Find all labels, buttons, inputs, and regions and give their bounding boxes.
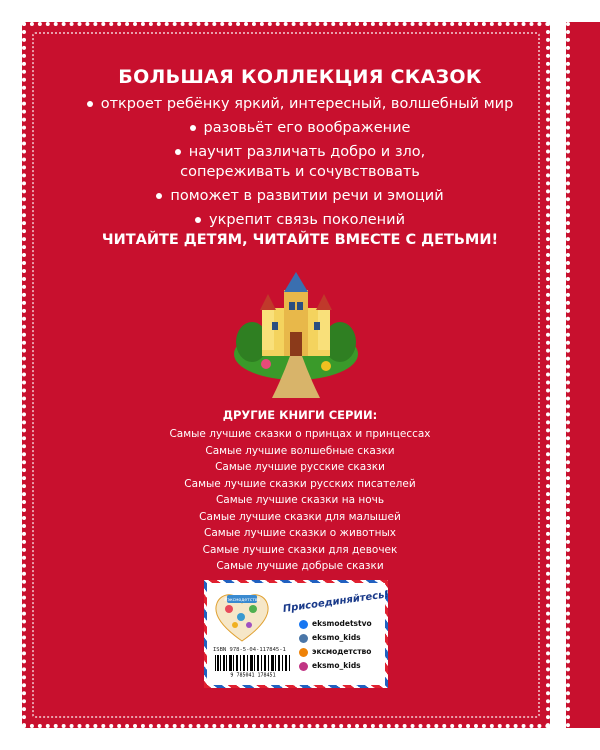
bullet-dot-icon [175,149,181,155]
odnoklassniki-icon [299,648,308,657]
collection-title: БОЛЬШАЯ КОЛЛЕКЦИЯ СКАЗОК [118,66,482,88]
bullet-dot-icon [156,193,162,199]
slogan: ЧИТАЙТЕ ДЕТЯМ, ЧИТАЙТЕ ВМЕСТЕ С ДЕТЬМИ! [101,232,499,248]
series-title: ДРУГИЕ КНИГИ СЕРИИ: [222,408,378,422]
hashtag-label: #эксмодетство [223,598,261,603]
benefits-list [0,94,600,234]
series-item: Самые лучшие сказки на ночь [215,494,385,506]
social-vk[interactable]: eksmo_kids [299,631,372,645]
social-ok[interactable]: эксмодетство [299,645,372,659]
publisher-sticker [204,580,388,688]
heart-pattern-icon [213,591,271,643]
benefit-item: поможет в развитии речи и эмоций [0,186,600,206]
series-item: Самые лучшие сказки для малышей [199,510,401,523]
series-item: Самые лучшие сказки о животных [204,527,396,539]
social-instagram[interactable]: eksmo_kids [299,659,372,673]
social-links [299,617,372,673]
series-list [0,426,600,575]
barcode-icon [213,655,293,677]
benefit-item: разовьёт его воображение [0,118,600,138]
series-item: Самые лучшие волшебные сказки [205,444,395,457]
series-item: Самые лучшие сказки о принцах и принцессах [169,428,431,440]
facebook-icon [299,620,308,629]
bullet-dot-icon [87,101,93,107]
benefit-item-continued: сопереживать и сочувствовать [180,164,420,180]
castle-illustration [232,268,360,400]
bullet-dot-icon [195,217,201,223]
vk-icon [299,634,308,643]
benefit-item: откроет ребёнку яркий, интересный, волшебный мир [0,94,600,114]
benefit-item: укрепит связь поколений [0,210,600,230]
series-item: Самые лучшие русские сказки [215,461,385,473]
series-item: Самые лучшие сказки для девочек [202,543,398,556]
join-label: Присоединяйтесь! [282,589,390,615]
instagram-icon [299,662,308,671]
benefit-item: научит различать добро и зло, [0,142,600,162]
social-facebook[interactable]: eksmodetstvo [299,617,372,631]
isbn-label: ISBN 978-5-04-117845-1 [213,647,286,653]
barcode-digits: 9 785041 178451 [230,672,276,677]
series-item: Самые лучшие сказки русских писателей [184,477,416,490]
series-item: Самые лучшие добрые сказки [216,560,384,572]
bullet-dot-icon [190,125,196,131]
